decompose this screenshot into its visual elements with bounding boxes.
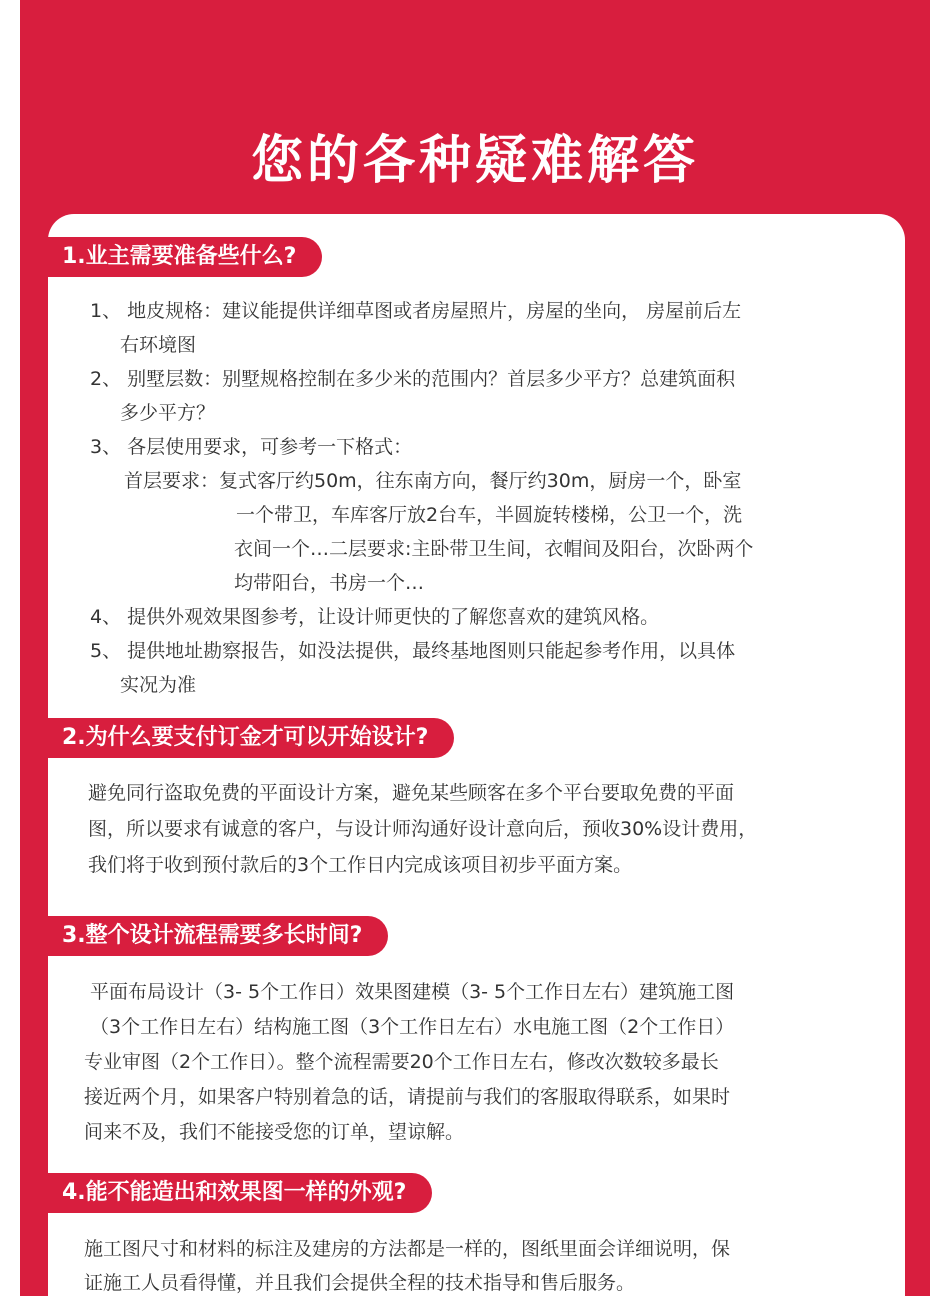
answer-2-line-2: 图，所以要求有诚意的客户，与设计师沟通好设计意向后，预收30%设计费用， <box>88 818 758 840</box>
question-3-tag: 3.整个设计流程需要多长时间? <box>48 916 388 956</box>
answer-2-line-3: 我们将于收到预付款后的3个工作日内完成该项目初步平面方案。 <box>88 854 633 876</box>
answer-1-line-4: 多少平方？ <box>120 402 216 424</box>
answer-1-line-1: 1、 地皮规格：建议能提供详细草图或者房屋照片，房屋的坐向， 房屋前后左 <box>90 300 742 322</box>
answer-3-line-3: 专业审图（2个工作日）。整个流程需要20个工作日左右，修改次数较多最长 <box>84 1051 719 1073</box>
answer-1-line-3: 2、 别墅层数：别墅规格控制在多少米的范围内？首层多少平方？总建筑面积 <box>90 368 736 390</box>
question-4-tag: 4.能不能造出和效果图一样的外观? <box>48 1173 432 1213</box>
answer-2-line-1: 避免同行盗取免费的平面设计方案，避免某些顾客在多个平台要取免费的平面 <box>88 782 735 804</box>
faq-page <box>20 0 930 1296</box>
answer-3-line-5: 间来不及，我们不能接受您的订单，望谅解。 <box>84 1121 465 1143</box>
answer-4-line-1: 施工图尺寸和材料的标注及建房的方法都是一样的，图纸里面会详细说明，保 <box>84 1238 731 1260</box>
page-title: 您的各种疑难解答 <box>250 131 699 191</box>
answer-1-line-7: 一个带卫，车库客厅放2台车，半圆旋转楼梯，公卫一个，洗 <box>236 504 743 526</box>
answer-3-line-1: 平面布局设计（3- 5个工作日）效果图建模（3- 5个工作日左右）建筑施工图 <box>90 981 735 1003</box>
question-2-tag: 2.为什么要支付订金才可以开始设计? <box>48 718 454 758</box>
answer-1-line-12: 实况为准 <box>120 674 197 696</box>
answer-3-line-4: 接近两个月，如果客户特别着急的话，请提前与我们的客服取得联系，如果时 <box>84 1086 731 1108</box>
answer-1-line-9: 均带阳台，书房一个… <box>234 572 425 594</box>
answer-1-line-8: 衣间一个…二层要求:主卧带卫生间，衣帽间及阳台，次卧两个 <box>234 538 754 560</box>
answer-1-line-2: 右环境图 <box>120 334 197 356</box>
answer-3-line-2: （3个工作日左右）结构施工图（3个工作日左右）水电施工图（2个工作日） <box>90 1016 735 1038</box>
answer-1-line-6: 首层要求：复式客厅约50m，往东南方向，餐厅约30m，厨房一个，卧室 <box>124 470 742 492</box>
answer-1-line-5: 3、 各层使用要求，可参考一下格式： <box>90 436 413 458</box>
question-1-tag: 1.业主需要准备些什么? <box>48 237 322 277</box>
answer-1-line-10: 4、 提供外观效果图参考，让设计师更快的了解您喜欢的建筑风格。 <box>90 606 660 628</box>
answer-4-line-2: 证施工人员看得懂，并且我们会提供全程的技术指导和售后服务。 <box>84 1272 636 1294</box>
answer-1-line-11: 5、 提供地址勘察报告，如没法提供，最终基地图则只能起参考作用，以具体 <box>90 640 736 662</box>
